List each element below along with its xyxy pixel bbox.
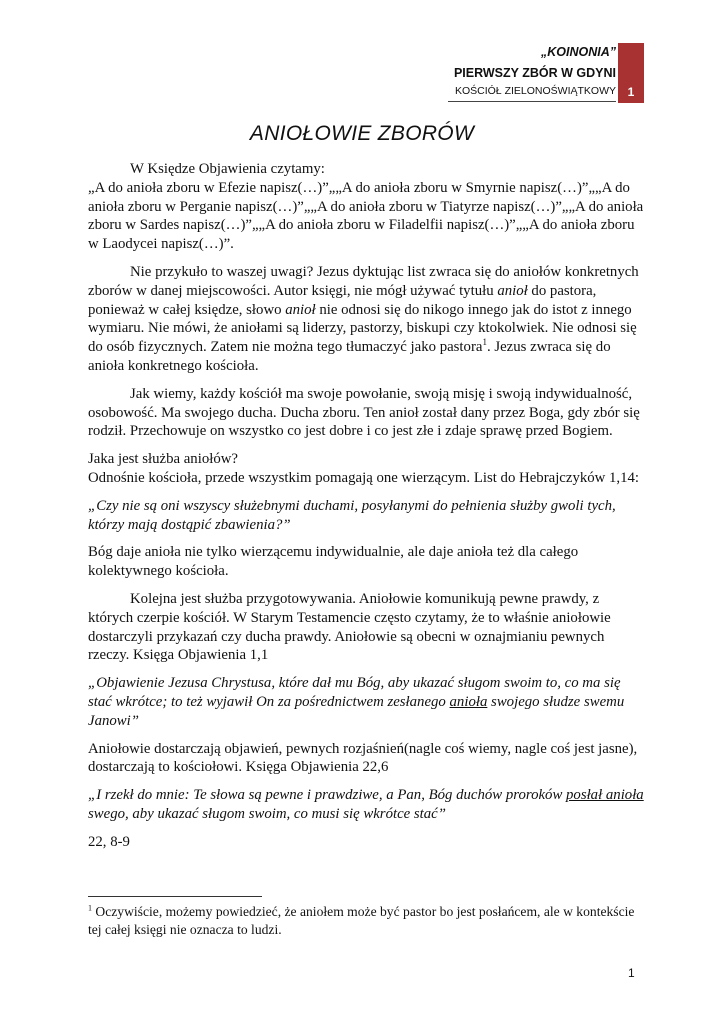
page-number: 1 [628, 966, 635, 980]
paragraph-6: Kolejna jest służba przygotowywania. Aniołowie komunikują pewne prawdy, z których czerpie kościół. W Starym Testamencie często czytamy, że to właśnie aniołowie dostarczyli przykazań czy ducha prawdy. Aniołowie są obecni w oznajmianiu pewnych rzeczy. Księga Objawienia 1,1 [88, 590, 611, 664]
quote2-underlined: anioła [449, 693, 488, 710]
document-body [88, 160, 648, 861]
header-title: „KOINONIA” [541, 45, 616, 59]
p2-part-a: Nie przykuło to waszej uwagi? Jezus dyktując list zwraca się do aniołów konkretnych zborów w danej miejscowości. Autor księgi, nie mógł używać tytułu [88, 263, 639, 299]
quote3-part-a: „I rzekł do mnie: Te słowa są pewne i prawdziwe, a Pan, Bóg duchów proroków [88, 787, 567, 804]
paragraph-4 [88, 450, 648, 488]
p2-part-f: . Jezus zwraca się do anioła konkretnego kościoła. [88, 339, 611, 374]
intro-line: W Księdze Objawienia czytamy: [130, 161, 325, 177]
p2-part-e: nie odnosi się do nikogo innego jak do istot z innego wymiaru. Nie mówi, że aniołami są liderzy, pastorzy, biskupi czy ktokolwiek. Nie odnosi się do osób fizycznych. Zatem nie można tego tłumaczyć jako pastora [88, 301, 637, 356]
quote-revelation-1 [88, 674, 648, 730]
footnote-number: 1 [88, 903, 92, 913]
page-badge [618, 43, 644, 103]
header-divider [448, 101, 616, 102]
paragraph-2 [88, 263, 648, 376]
paragraph-intro [88, 160, 648, 179]
quote3-underlined: posłał anioła [566, 787, 644, 804]
paragraph-quotes: „A do anioła zboru w Efezie napisz(…)”„„A do anioła zboru w Smyrnie napisz(…)”„„A do anioła zboru w Perganie napisz(…)”„„A do anioła zboru w Tiatyrze napisz(…)”„„A do anioła zboru w Sardes napisz(…)”„„A do anioła zboru w Filadelfii napisz(…)”„„A do anioła zboru w Laodycei napisz(…)”. [88, 179, 644, 253]
paragraph-7: Aniołowie dostarczają objawień, pewnych rozjaśnień(nagle coś wiemy, nagle coś jest jasne), dostarczają to kościołowi. Księga Objawienia 22,6 [88, 740, 638, 776]
page-title: ANIOŁOWIE ZBORÓW [249, 122, 475, 145]
page-badge-number: 1 [627, 85, 635, 99]
quote2-part-a: „Objawienie Jezusa Chrystusa, które dał mu Bóg, aby ukazać sługom swoim to, co ma się stać wkrótce; to też wyjawił On za pośrednictwem zesłanego [88, 675, 621, 710]
footnote [88, 903, 648, 939]
p2-emph-1: anioł [497, 282, 528, 299]
quote2-part-b: swojego słudze swemu Janowi” [88, 693, 625, 729]
p4-text: Odnośnie kościoła, przede wszystkim pomagają one wierzącym. List do Hebrajczyków 1,14: [88, 469, 640, 486]
footnote-ref: 1 [482, 337, 487, 348]
quote3-part-b: swego, aby ukazać sługom swoim, co musi się wkrótce stać” [88, 805, 446, 822]
p4-question: Jaka jest służba aniołów? [88, 451, 238, 468]
p2-emph-2: anioł [285, 301, 316, 318]
header-church-name: PIERWSZY ZBÓR W GDYNI [453, 66, 616, 80]
footnote-divider [88, 896, 262, 897]
quote-hebrews: „Czy nie są oni wszyscy służebnymi duchami, posyłanymi do pełnienia służby gwoli tych, którzy mają dostąpić zbawienia?” [88, 497, 616, 533]
quote-revelation-22 [88, 786, 648, 824]
paragraph-3: Jak wiemy, każdy kościół ma swoje powołanie, swoją misję i swoją indywidualność, osobowość. Ma swojego ducha. Ducha zboru. Ten anioł został dany przez Boga, gdy zbór się rodził. Przechowuje on wszystko co jest dobre i co jest złe i zdaje sprawę przed Bogiem. [88, 385, 640, 440]
paragraph-8: 22, 8-9 [88, 833, 130, 850]
p2-part-c: do pastora, ponieważ w całej księdze, słowo [88, 282, 597, 318]
footnote-text: Oczywiście, możemy powiedzieć, że aniołem może być pastor bo jest posłańcem, ale w kontekście tej całej księgi nie oznacza to ludzi. [88, 904, 635, 937]
header-denomination: KOŚCIÓŁ ZIELONOŚWIĄTKOWY [454, 85, 616, 97]
paragraph-5: Bóg daje anioła nie tylko wierzącemu indywidualnie, ale daje anioła też dla całego kolektywnego kościoła. [88, 544, 579, 580]
